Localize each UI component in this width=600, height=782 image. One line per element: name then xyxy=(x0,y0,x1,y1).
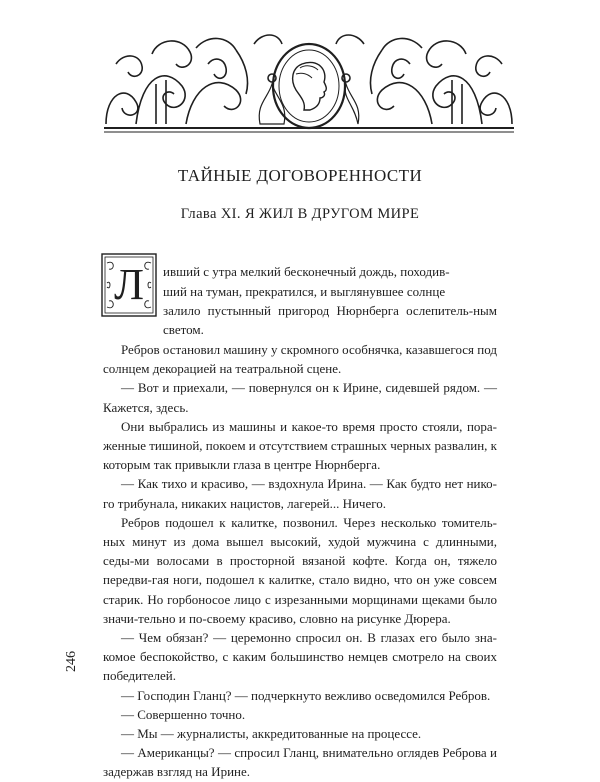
paragraph: — Господин Гланц? — подчеркнуто вежливо осведомился Ребров. xyxy=(121,687,491,703)
first-paragraph-rest: залило пустынный пригород Нюрнберга ослепитель-ным светом. xyxy=(163,303,497,338)
first-paragraph-line-2: ший на туман, прекратился, и выглянувшее солнце xyxy=(163,284,446,299)
paragraph: Они выбрались из машины и какое-то время просто стояли, пора-женные тишиной, покоем и отсутствием страшных черных развалин, к которым так привыкли глаза в центре Нюрнберга. xyxy=(103,418,497,473)
drop-cap-letter: Л xyxy=(114,260,144,309)
paragraph: — Вот и приехали, — повернулся он к Ирине, сидевшей рядом. — Кажется, здесь. xyxy=(103,380,497,415)
paragraph: — Мы — журналисты, аккредитованные на процессе. xyxy=(121,726,422,742)
paragraph: Ребров остановил машину у скромного особнячка, казавшегося под солнцем декорацией на театральной сцене. xyxy=(103,342,497,377)
first-paragraph-line-1: ивший с утра мелкий бесконечный дождь, походив- xyxy=(163,264,450,279)
ornament-header xyxy=(96,24,522,138)
chapter-title: Глава XI. Я ЖИЛ В ДРУГОМ МИРЕ xyxy=(180,206,420,222)
paragraph: — Как тихо и красиво, — вздохнула Ирина. — Как будто нет нико-го трибунала, никаких нацистов, лагерей... Ничего. xyxy=(103,476,497,511)
page-number: 246 xyxy=(64,651,79,672)
body-text xyxy=(103,340,497,782)
paragraph: — Американцы? — спросил Гланц, внимательно оглядев Реброва и задержав взгляд на Ирине. xyxy=(103,745,497,780)
paragraph: Ребров подошел к калитке, позвонил. Через несколько томитель-ных минут из дома вышел высокий, худой мужчина с длинными, седы-ми волосами в просторной вязаной кофте. Когда он, тяжело передви-гая ноги, подошел к калитке, стало видно, что он уже совсем старик. Но горбоносое лицо с изрезанными морщинами щеками было значи-тельно и по-своему красиво, словно на рисунке Дюрера. xyxy=(103,514,497,626)
paragraph: — Совершенно точно. xyxy=(121,706,246,722)
section-title: ТАЙНЫЕ ДОГОВОРЕННОСТИ xyxy=(177,166,423,185)
paragraph: — Чем обязан? — церемонно спросил он. В глазах его было зна-комое беспокойство, с каким большинство немцев смотрело на своих победителей. xyxy=(103,630,497,684)
